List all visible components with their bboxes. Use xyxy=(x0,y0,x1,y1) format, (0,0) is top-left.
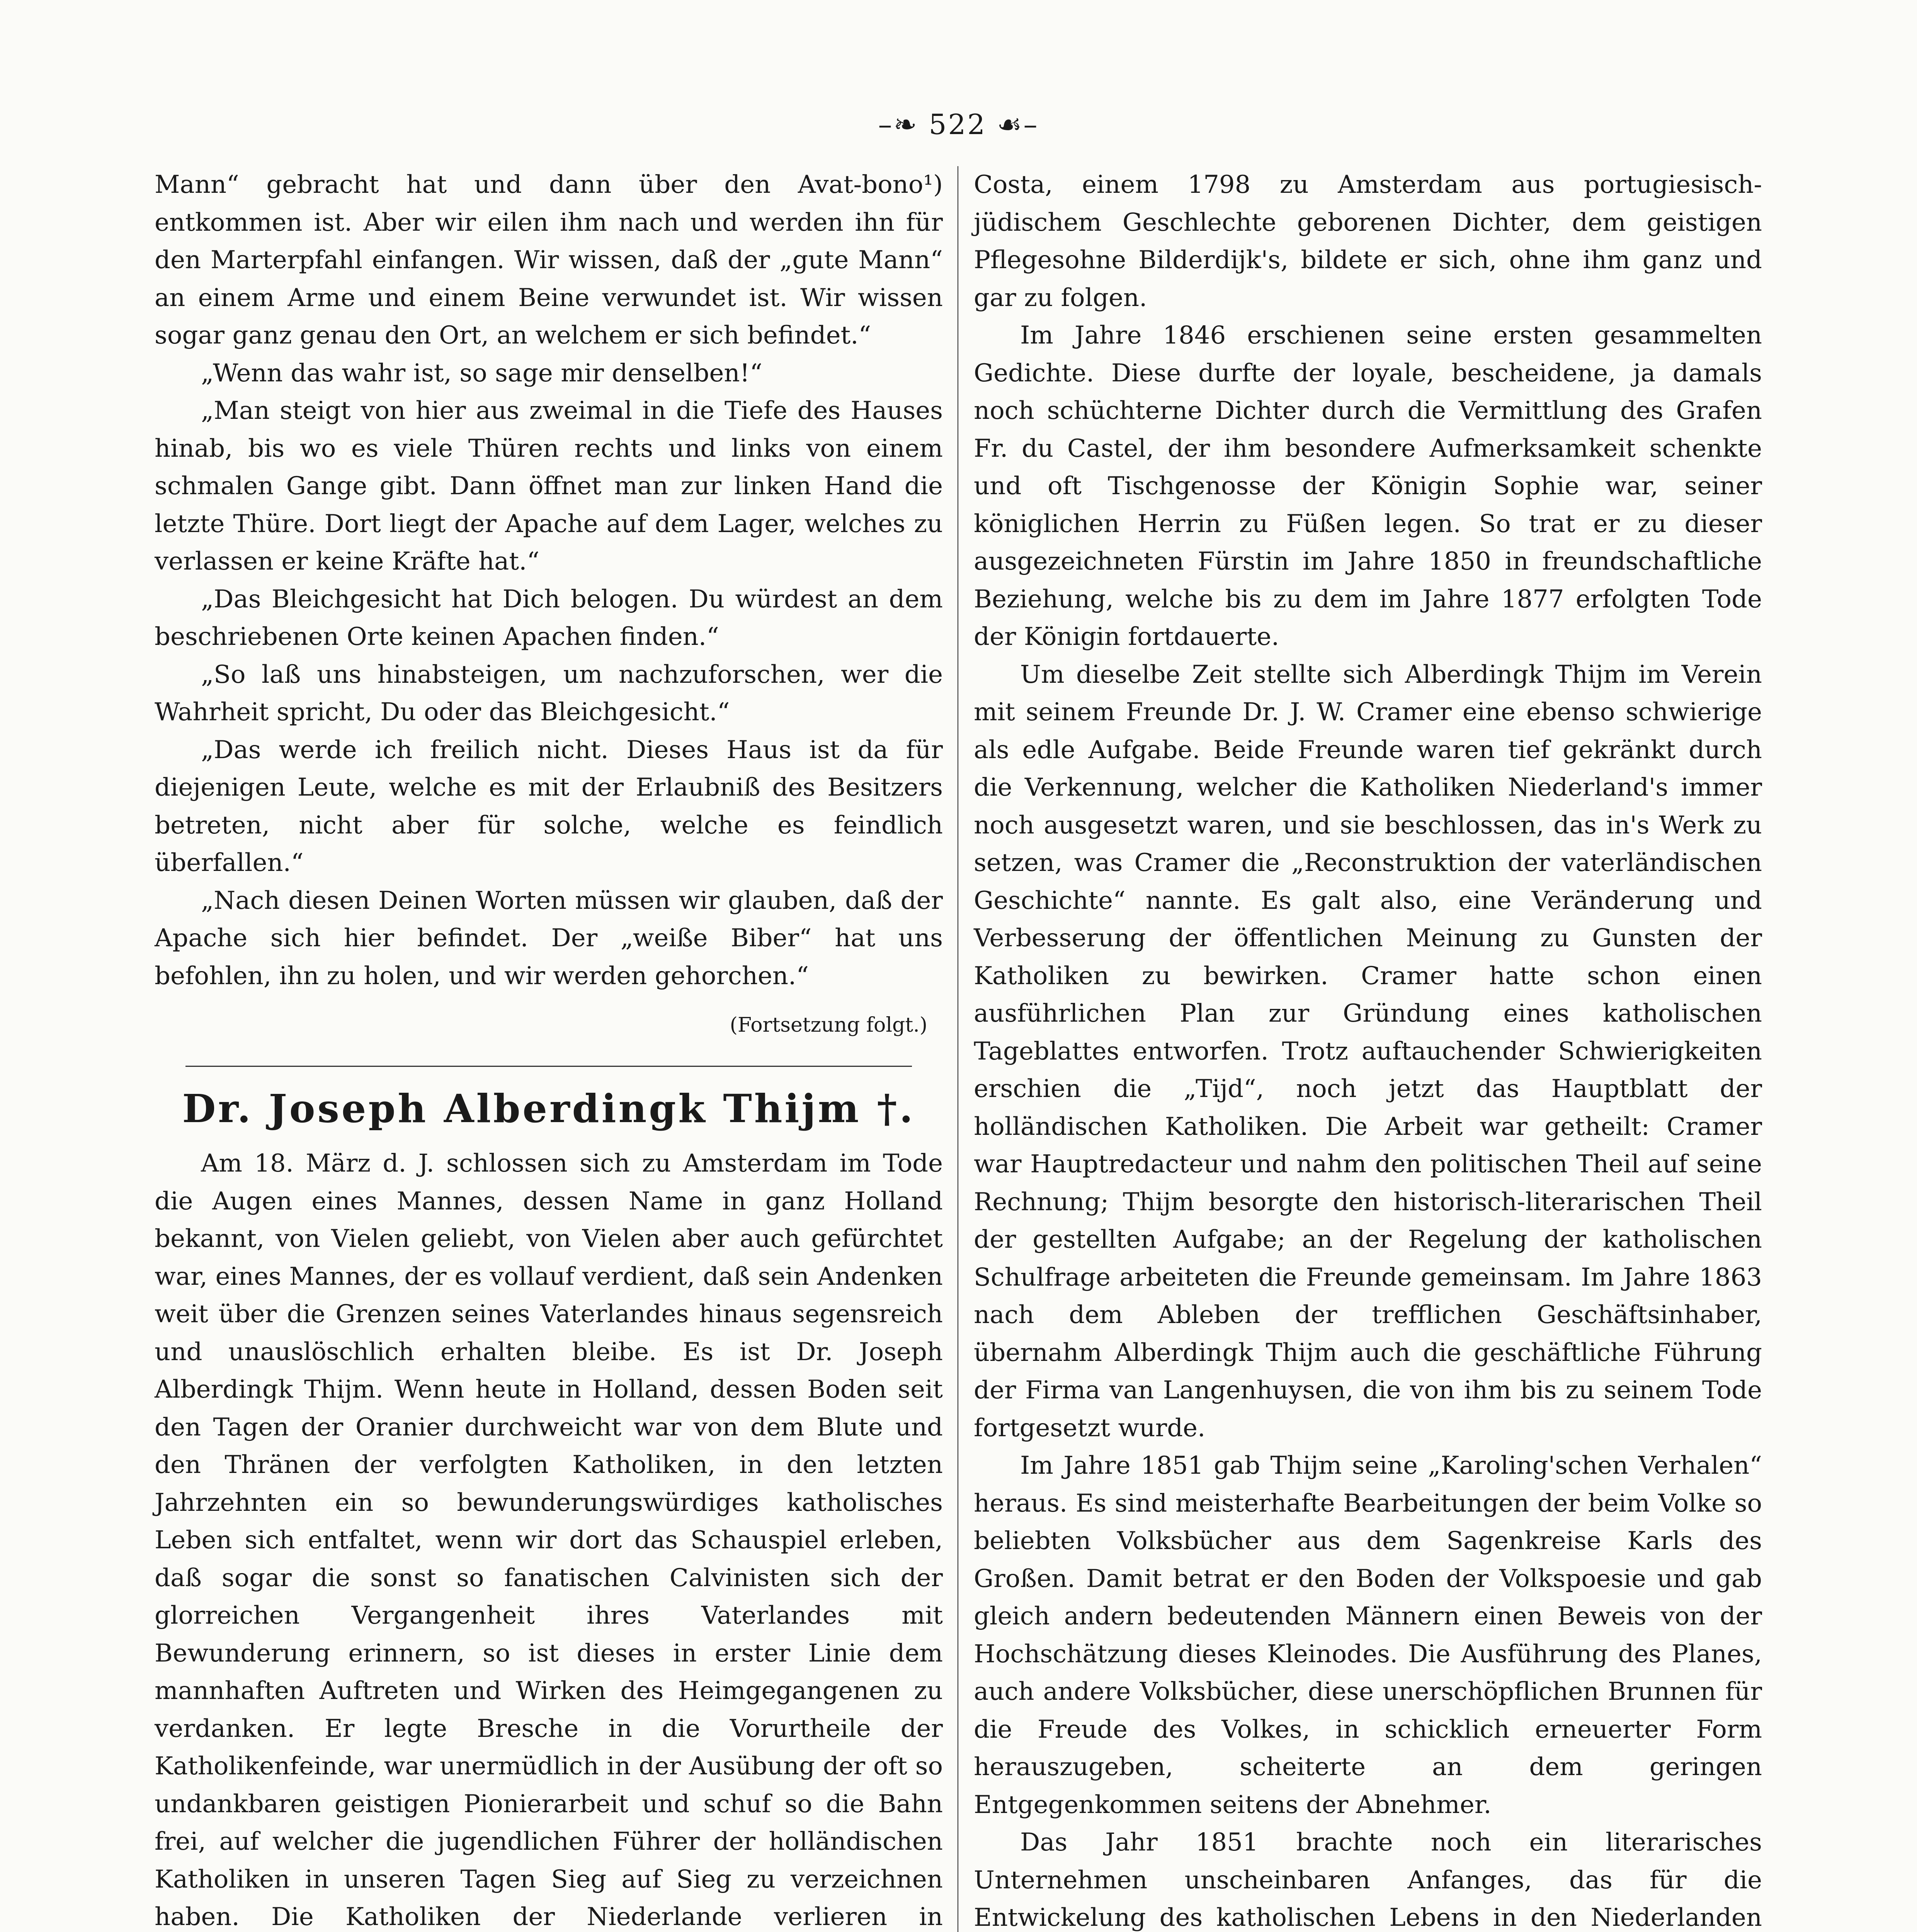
story-paragraph: „Wenn das wahr ist, so sage mir denselben!“ xyxy=(201,359,762,388)
article-paragraph: Costa, einem 1798 zu Amsterdam aus portugiesisch-jüdischem Geschlechte geborenen Dichter, dem geistigen Pflegesohne Bilderdijk's, bildete er sich, ohne ihm ganz und gar zu folgen. xyxy=(974,170,1762,312)
story-paragraph: „Das werde ich freilich nicht. Dieses Haus ist da für diejenigen Leute, welche es mit der Erlaubniß des Besitzers betreten, nicht aber für solche, welche es feindlich überfallen.“ xyxy=(155,735,943,877)
story-paragraph: „So laß uns hinabsteigen, um nachzuforschen, wer die Wahrheit spricht, Du oder das Bleichgesicht.“ xyxy=(155,660,943,726)
article-paragraph: Das Jahr 1851 brachte noch ein literarisches Unternehmen unscheinbaren Anfanges, das für die Entwickelung des katholischen Lebens in den Niederlanden xyxy=(974,1828,1762,1932)
continuation-note: (Fortsetzung folgt.) xyxy=(730,1014,927,1037)
page-number-header xyxy=(0,108,1917,141)
article-paragraph: Um dieselbe Zeit stellte sich Alberdingk Thijm im Verein mit seinem Freunde Dr. J. W. Cramer eine ebenso schwierige als edle Aufgabe. Beide Freunde waren tief gekränkt durch die Verkennung, welcher die Katholiken Niederland's immer noch ausgesetzt waren, und sie beschlossen, das in's Werk zu setzen, was Cramer die „Reconstruktion der vaterländischen Geschichte“ nannte. Es galt also, eine Veränderung und Verbesserung der öffentlichen Meinung zu Gunsten der Katholiken zu bewirken. Cramer hatte schon einen ausführlichen Plan zur Gründung eines katholischen Tageblattes entworfen. Trotz auftauchender Schwierigkeiten erschien die „Tijd“, noch jetzt das Hauptblatt der holländischen Katholiken. Die Arbeit war getheilt: Cramer war Hauptredacteur und nahm den politischen Theil auf seine Rechnung; Thijm besorgte den historisch-literarischen Theil der gestellten Aufgabe; an der Regelung der katholischen Schulfrage arbeiteten die Freunde gemeinsam. Im Jahre 1863 nach dem Ableben der trefflichen Geschäftsinhaber, übernahm Alberdingk Thijm auch die geschäftliche Führung der Firma van Langenhuysen, die von ihm bis zu seinem Tode fortgesetzt wurde. xyxy=(974,660,1762,1442)
section-divider xyxy=(185,1066,912,1067)
article-paragraph: Im Jahre 1851 gab Thijm seine „Karoling'schen Verhalen“ heraus. Es sind meisterhafte Bearbeitungen der beim Volke so beliebten Volksbücher aus dem Sagenkreise Karls des Großen. Damit betrat er den Boden der Volkspoesie und gab gleich andern bedeutenden Männern einen Beweis von der Hochschätzung dieses Kleinodes. Die Ausführung des Planes, auch andere Volksbücher, diese unerschöpflichen Brunnen für die Freude des Volkes, in schicklich erneuerter Form herauszugeben, scheiterte an dem geringen Entgegenkommen seitens der Abnehmer. xyxy=(974,1451,1762,1819)
story-paragraph: „Man steigt von hier aus zweimal in die Tiefe des Hauses hinab, bis wo es viele Thüren rechts und links von einem schmalen Gange gibt. Dann öffnet man zur linken Hand die letzte Thüre. Dort liegt der Apache auf dem Lager, welches zu verlassen er keine Kräfte hat.“ xyxy=(155,396,943,576)
story-paragraph: „Nach diesen Deinen Worten müssen wir glauben, daß der Apache sich hier befindet. Der „weiße Biber“ hat uns befohlen, ihn zu holen, und wir werden gehorchen.“ xyxy=(155,886,943,990)
right-column xyxy=(974,166,1762,1932)
story-paragraph: „Das Bleichgesicht hat Dich belogen. Du würdest an dem beschriebenen Orte keinen Apachen finden.“ xyxy=(155,585,943,651)
article-title: Dr. Joseph Alberdingk Thijm †. xyxy=(182,1085,915,1131)
article-paragraph: Im Jahre 1846 erschienen seine ersten gesammelten Gedichte. Diese durfte der loyale, bescheidene, ja damals noch schüchterne Dichter durch die Vermittlung des Grafen Fr. du Castel, der ihm besondere Aufmerksamkeit schenkte und oft Tischgenosse der Königin Sophie war, seiner königlichen Herrin zu Füßen legen. So trat er zu dieser ausgezeichneten Fürstin im Jahre 1850 in freundschaftliche Beziehung, welche bis zu dem im Jahre 1877 erfolgten Tode der Königin fortdauerte. xyxy=(974,321,1762,651)
left-column xyxy=(155,166,943,1932)
page-number: 522 xyxy=(929,108,987,141)
story-paragraph: Mann“ gebracht hat und dann über den Avat-bono¹) entkommen ist. Aber wir eilen ihm nach und werden ihn für den Marterpfahl einfangen. Wir wissen, daß der „gute Mann“ an einem Arme und einem Beine verwundet ist. Wir wissen sogar ganz genau den Ort, an welchem er sich befindet.“ xyxy=(155,170,943,350)
article-paragraph: Am 18. März d. J. schlossen sich zu Amsterdam im Tode die Augen eines Mannes, dessen Name in ganz Holland bekannt, von Vielen geliebt, von Vielen aber auch gefürchtet war, eines Mannes, der es vollauf verdient, daß sein Andenken weit über die Grenzen seines Vaterlandes hinaus segensreich und unauslöschlich erhalten bleibe. Es ist Dr. Joseph Alberdingk Thijm. Wenn heute in Holland, dessen Boden seit den Tagen der Oranier durchweicht war von dem Blute und den Thränen der verfolgten Katholiken, in den letzten Jahrzehnten ein so bewunderungswürdiges katholisches Leben sich entfaltet, wenn wir dort das Schauspiel erleben, daß sogar die sonst so fanatischen Calvinisten sich der glorreichen Vergangenheit ihres Vaterlandes mit Bewunderung erinnern, so ist dieses in erster Linie dem mannhaften Auftreten und Wirken des Heimgegangenen zu verdanken. Er legte Bresche in die Vorurtheile der Katholikenfeinde, war unermüdlich in der Ausübung der oft so undankbaren geistigen Pionierarbeit und schuf so die Bahn frei, auf welcher die jugendlichen Führer der holländischen Katholiken in unseren Tagen Sieg auf Sieg zu verzeichnen haben. Die Katholiken der Niederlande verlieren in xyxy=(155,1149,943,1931)
header-ornament-right: ☙– xyxy=(987,108,1039,141)
header-ornament-left: –❧ xyxy=(878,108,929,141)
